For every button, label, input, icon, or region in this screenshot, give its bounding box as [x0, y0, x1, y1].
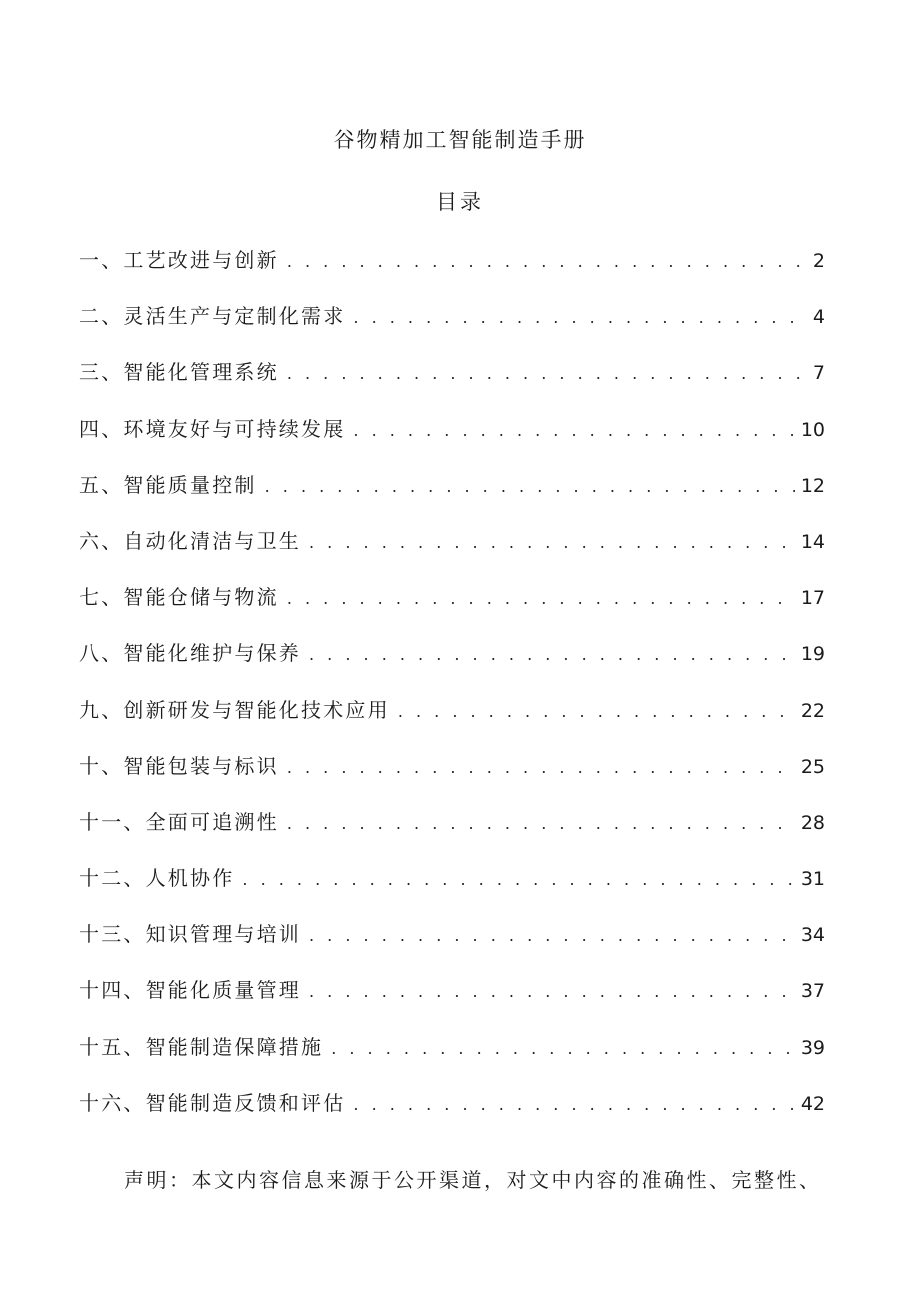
toc-entry-page: 7: [812, 362, 825, 385]
toc-dot-leader: [287, 589, 795, 608]
toc-dot-leader: [353, 1095, 794, 1114]
toc-entry-label: 二、灵活生产与定制化需求: [79, 304, 346, 329]
toc-entry-label: 四、环境友好与可持续发展: [79, 416, 346, 441]
toc-entry-page: 31: [800, 868, 825, 891]
toc-entry-label: 十、智能包装与标识: [79, 753, 279, 778]
toc-dot-leader: [242, 870, 794, 889]
toc-entry-label: 十三、知识管理与培训: [79, 922, 301, 947]
toc-dot-leader: [309, 645, 795, 664]
toc-entry-page: 25: [800, 755, 825, 778]
toc-dot-leader: [309, 982, 795, 1001]
toc-entry[interactable]: [79, 750, 825, 806]
toc-entry-label: 七、智能仓储与物流: [79, 585, 279, 610]
toc-dot-leader: [309, 533, 795, 552]
toc-entry-label: 一、工艺改进与创新: [79, 248, 279, 272]
document-title: 谷物精加工智能制造手册: [333, 128, 587, 152]
toc-entry[interactable]: [79, 525, 825, 581]
toc-entry-label: 六、自动化清洁与卫生: [79, 528, 301, 553]
toc-entry-label: 十五、智能制造保障措施: [79, 1034, 324, 1059]
toc-entry[interactable]: [79, 918, 825, 974]
toc-entry-label: 八、智能化维护与保养: [79, 641, 301, 666]
toc-entry[interactable]: [79, 413, 825, 469]
toc-dot-leader: [287, 814, 795, 833]
toc-entry-label: 九、创新研发与智能化技术应用: [79, 697, 390, 722]
toc-entry[interactable]: [79, 1031, 825, 1087]
toc-entry-page: 19: [800, 643, 825, 666]
toc-entry-label: 十六、智能制造反馈和评估: [79, 1090, 346, 1115]
disclaimer-text: 声明：本文内容信息来源于公开渠道，对文中内容的准确性、完整性、: [124, 1168, 822, 1192]
toc-entry[interactable]: [79, 974, 825, 1030]
table-of-contents: [79, 244, 825, 1143]
toc-entry[interactable]: [79, 469, 825, 525]
toc-dot-leader: [265, 477, 795, 496]
toc-entry-page: 37: [800, 980, 825, 1003]
toc-entry[interactable]: [79, 862, 825, 918]
toc-entry-page: 22: [800, 699, 825, 722]
toc-entry[interactable]: [79, 356, 825, 412]
toc-entry[interactable]: [79, 806, 825, 862]
toc-entry[interactable]: [79, 581, 825, 637]
toc-entry[interactable]: [79, 637, 825, 693]
toc-entry-page: 28: [800, 811, 825, 834]
toc-entry-page: 34: [800, 924, 825, 947]
toc-entry[interactable]: [79, 300, 825, 356]
toc-entry-label: 十四、智能化质量管理: [79, 978, 301, 1003]
toc-entry-page: 2: [812, 250, 825, 272]
toc-dot-leader: [287, 364, 807, 383]
toc-entry[interactable]: [79, 244, 825, 300]
toc-entry-page: 17: [800, 587, 825, 610]
toc-dot-leader: [287, 758, 795, 777]
toc-entry-page: 14: [800, 530, 825, 553]
toc-entry[interactable]: [79, 694, 825, 750]
toc-dot-leader: [331, 1039, 795, 1058]
toc-heading: 目录: [436, 190, 484, 214]
toc-entry-label: 五、智能质量控制: [79, 472, 257, 497]
toc-entry-page: 39: [800, 1036, 825, 1059]
toc-entry-label: 十一、全面可追溯性: [79, 809, 279, 834]
toc-dot-leader: [287, 252, 807, 271]
toc-dot-leader: [398, 702, 795, 721]
toc-entry-page: 42: [800, 1092, 825, 1115]
toc-dot-leader: [353, 421, 794, 440]
toc-entry-label: 三、智能化管理系统: [79, 360, 279, 385]
toc-entry[interactable]: [79, 1087, 825, 1143]
toc-dot-leader: [353, 308, 807, 327]
toc-entry-page: 12: [800, 474, 825, 497]
toc-entry-label: 十二、人机协作: [79, 866, 235, 891]
toc-entry-page: 10: [800, 418, 825, 441]
toc-entry-page: 4: [812, 306, 825, 329]
toc-dot-leader: [309, 926, 795, 945]
